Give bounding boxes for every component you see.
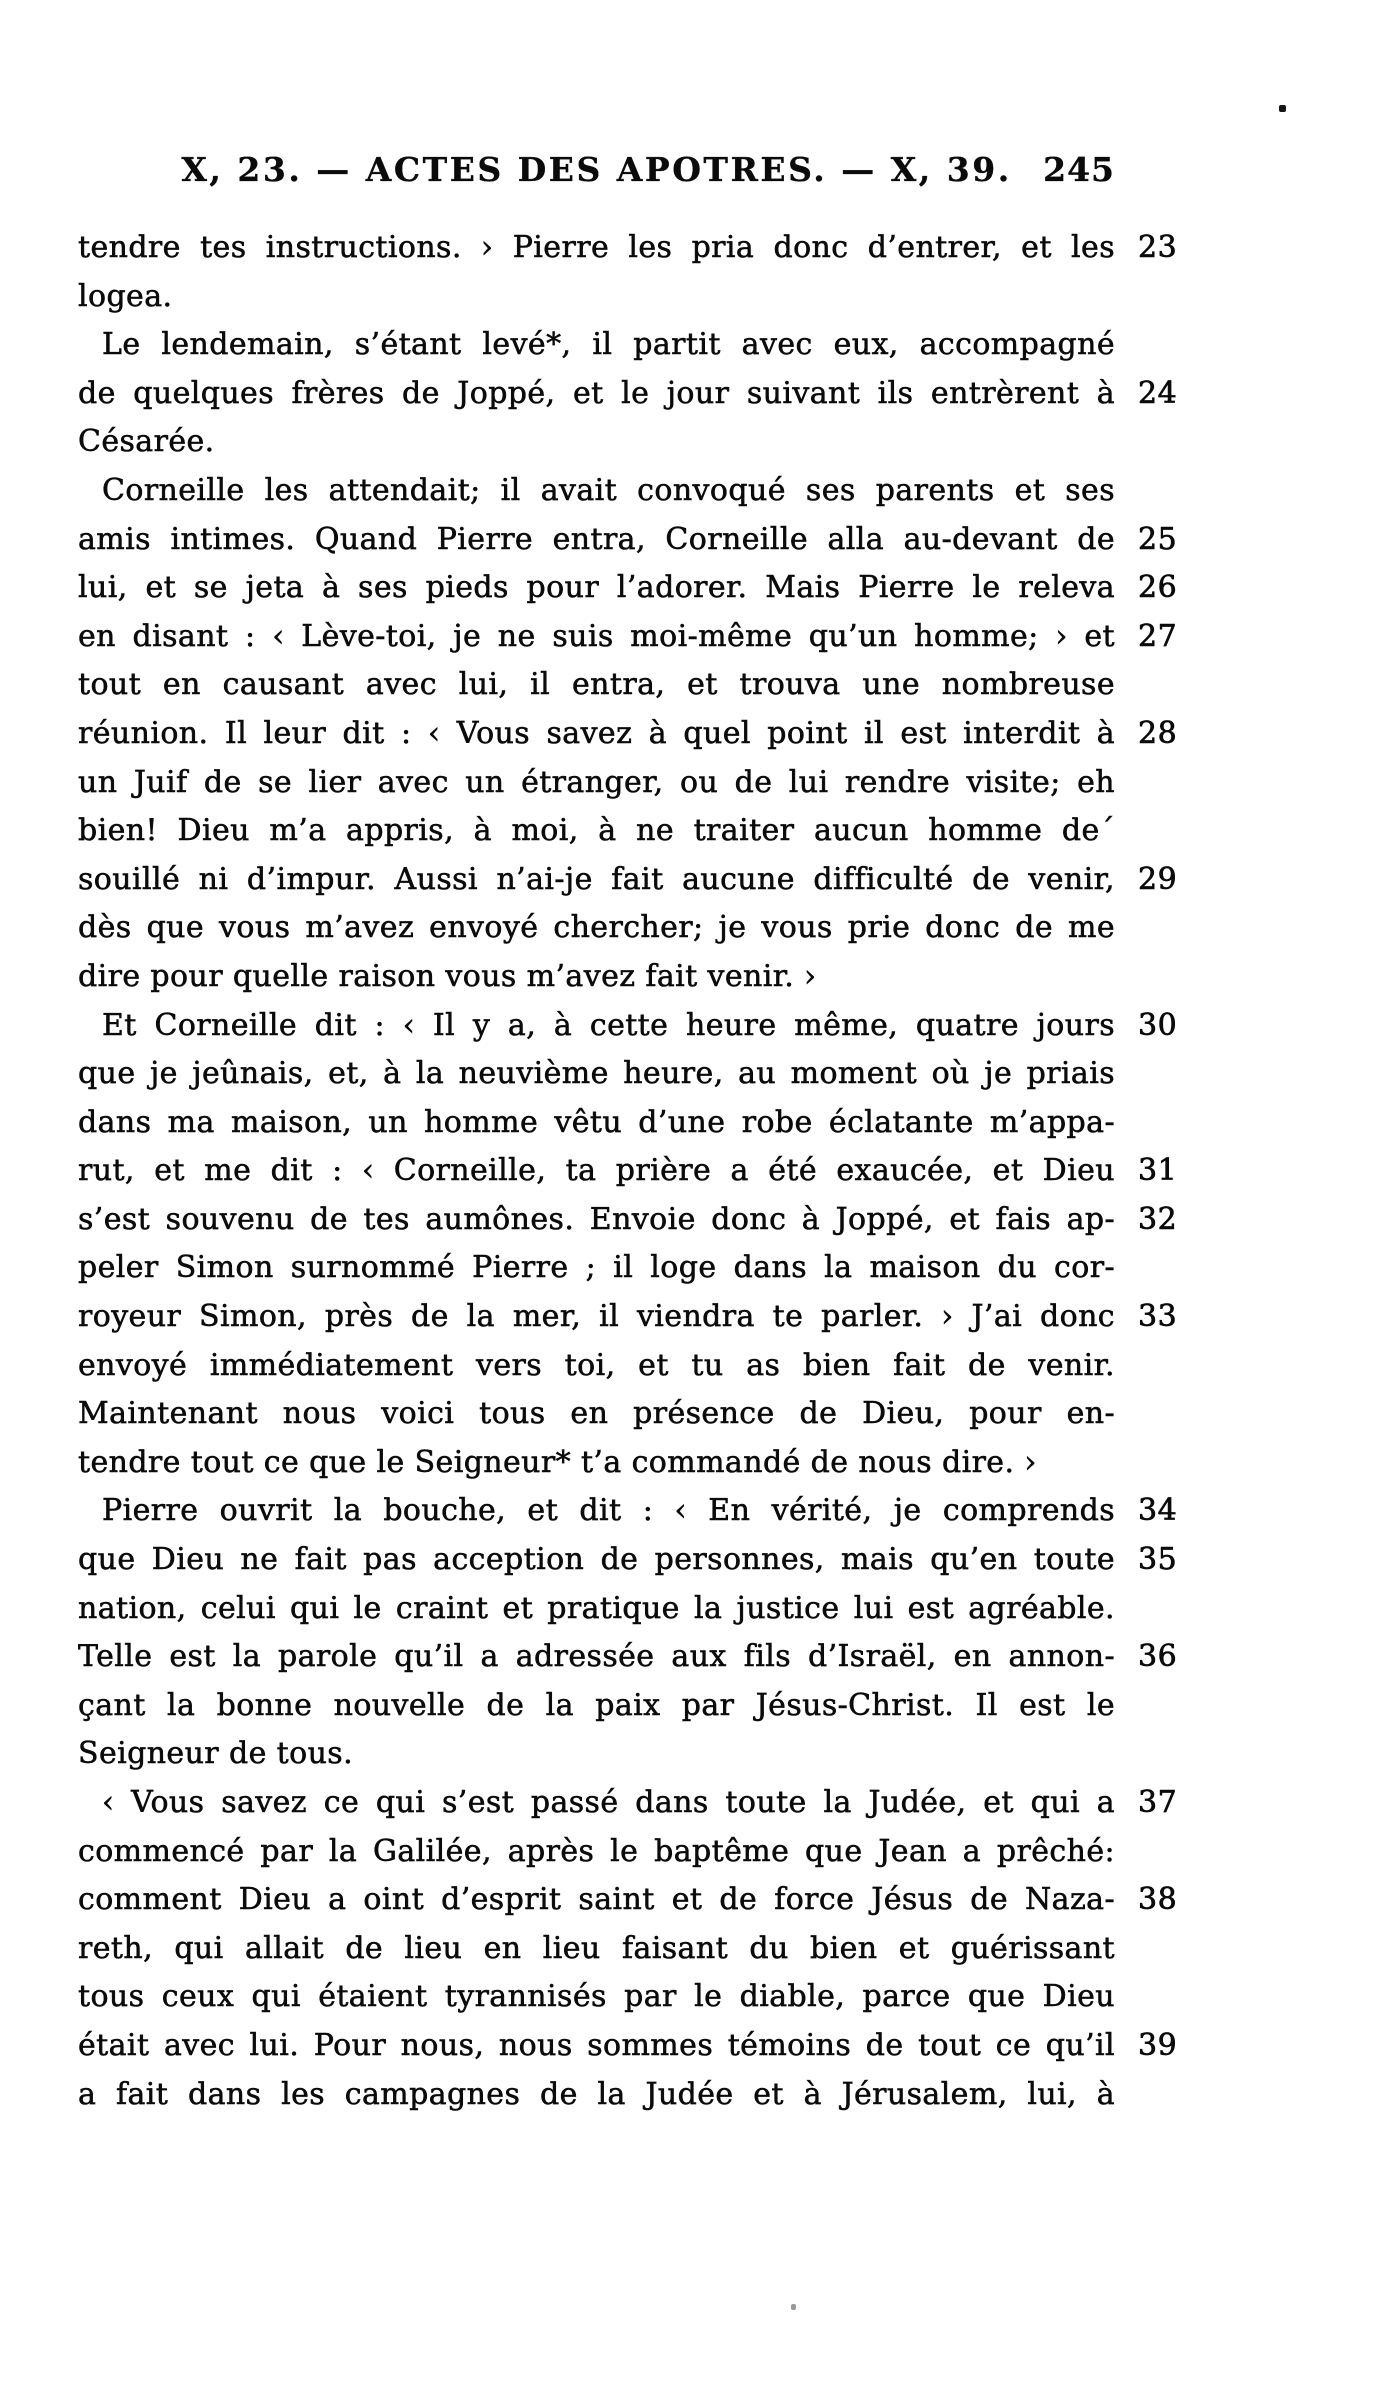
text-line — [78, 710, 1178, 759]
text-line — [78, 1002, 1178, 1051]
line-text: rut, et me dit : ‹ Corneille, ta prière a été exaucée, et Dieu — [78, 1153, 1115, 1189]
text-line — [78, 904, 1115, 953]
line-text: dire pour quelle raison vous m’avez fait venir. › — [78, 958, 817, 994]
line-text: a fait dans les campagnes de la Judée et à Jérusalem, lui, à — [78, 2076, 1115, 2112]
line-text: logea. — [78, 278, 173, 314]
line-text: tout en causant avec lui, il entra, et trouva une nombreuse — [78, 667, 1115, 703]
verse-number: 24 — [1138, 375, 1178, 411]
text-line — [78, 1536, 1178, 1585]
line-text: Corneille les attendait; il avait convoqué ses parents et ses — [102, 472, 1115, 508]
verse-number: 23 — [1138, 230, 1178, 265]
line-text: envoyé immédiatement vers toi, et tu as bien fait de venir. — [78, 1347, 1115, 1383]
page-header — [78, 150, 1115, 196]
verse-number: 36 — [1138, 1639, 1178, 1675]
text-line — [78, 1293, 1178, 1342]
text-line — [78, 1147, 1178, 1196]
line-text: reth, qui allait de lieu en lieu faisant du bien et guérissant — [78, 1930, 1115, 1966]
line-text: Pierre ouvrit la bouche, et dit : ‹ En vérité, je comprends — [102, 1493, 1115, 1529]
line-text: s’est souvenu de tes aumônes. Envoie donc à Joppé, et fais ap- — [78, 1201, 1115, 1237]
line-text: royeur Simon, près de la mer, il viendra te parler. › J’ai donc — [78, 1299, 1115, 1335]
page-number: 245 — [1043, 150, 1115, 189]
text-line — [78, 2022, 1178, 2071]
line-text: tendre tout ce que le Seigneur* t’a commandé de nous dire. › — [78, 1444, 1037, 1480]
text-line — [78, 953, 1115, 1002]
line-text: nation, celui qui le craint et pratique la justice lui est agréable. — [78, 1590, 1115, 1626]
line-text: peler Simon surnommé Pierre ; il loge dans la maison du cor- — [78, 1250, 1115, 1286]
line-text: tous ceux qui étaient tyrannisés par le diable, parce que Dieu — [78, 1979, 1115, 2015]
text-line — [78, 1876, 1178, 1925]
line-text: dans ma maison, un homme vêtu d’une robe éclatante m’appa- — [78, 1104, 1115, 1140]
running-title: X, 23. — ACTES DES APOTRES. — X, 39. — [181, 150, 1012, 189]
text-line — [78, 807, 1115, 856]
text-line — [78, 1973, 1115, 2022]
line-text: que Dieu ne fait pas acception de personnes, mais qu’en toute — [78, 1542, 1115, 1578]
text-line — [78, 370, 1178, 419]
verse-number: 26 — [1138, 570, 1178, 606]
text-line — [78, 613, 1178, 662]
line-text: que je jeûnais, et, à la neuvième heure, au moment où je priais — [78, 1056, 1115, 1092]
line-text: ‹ Vous savez ce qui s’est passé dans toute la Judée, et qui a — [102, 1785, 1115, 1820]
verse-number: 29 — [1138, 861, 1178, 897]
line-text: tendre tes instructions. › Pierre les pria donc d’entrer, et les — [78, 230, 1115, 265]
text-line — [78, 564, 1178, 613]
text-line — [78, 1682, 1115, 1731]
verse-number: 28 — [1138, 715, 1178, 751]
verse-number: 27 — [1138, 618, 1178, 654]
line-text: réunion. Il leur dit : ‹ Vous savez à quel point il est interdit à — [78, 715, 1115, 751]
line-text: en disant : ‹ Lève-toi, je ne suis moi-même qu’un homme; › et — [78, 618, 1115, 654]
verse-number: 31 — [1138, 1153, 1178, 1189]
line-text: Maintenant nous voici tous en présence de Dieu, pour en- — [78, 1396, 1115, 1432]
verse-number: 38 — [1138, 1882, 1178, 1918]
text-line — [78, 273, 1115, 322]
verse-number: 39 — [1138, 2027, 1178, 2063]
line-text: souillé ni d’impur. Aussi n’ai-je fait aucune difficulté de venir, — [78, 861, 1115, 897]
line-text: dès que vous m’avez envoyé chercher; je vous prie donc de me — [78, 910, 1115, 946]
text-line — [78, 1244, 1115, 1293]
line-text: amis intimes. Quand Pierre entra, Corneille alla au-devant de — [78, 521, 1115, 557]
text-line — [78, 1633, 1178, 1682]
text-line — [78, 1585, 1115, 1634]
text-line — [78, 759, 1115, 808]
text-line — [78, 1730, 1115, 1779]
verse-number: 37 — [1138, 1785, 1178, 1820]
line-text: lui, et se jeta à ses pieds pour l’adorer. Mais Pierre le releva — [78, 570, 1115, 606]
text-line — [78, 1196, 1178, 1245]
verse-number: 32 — [1138, 1201, 1178, 1237]
text-line — [78, 1342, 1115, 1391]
text-line — [78, 1439, 1115, 1488]
line-text: était avec lui. Pour nous, nous sommes témoins de tout ce qu’il — [78, 2027, 1115, 2063]
verse-number: 30 — [1138, 1007, 1178, 1043]
line-text: bien! Dieu m’a appris, à moi, à ne traiter aucun homme de´ — [78, 813, 1115, 849]
text-line — [78, 321, 1115, 370]
line-text: comment Dieu a oint d’esprit saint et de force Jésus de Naza- — [78, 1882, 1115, 1918]
line-text: Seigneur de tous. — [78, 1736, 354, 1772]
line-text: Telle est la parole qu’il a adressée aux fils d’Israël, en annon- — [78, 1639, 1115, 1675]
verse-number: 33 — [1138, 1299, 1178, 1335]
text-line — [78, 418, 1115, 467]
verse-number: 34 — [1138, 1493, 1178, 1529]
text-line — [78, 1487, 1178, 1536]
text-line — [78, 1390, 1115, 1439]
text-line — [78, 1828, 1115, 1877]
line-text: commencé par la Galilée, après le baptême que Jean a prêché: — [78, 1833, 1115, 1869]
text-line — [78, 467, 1115, 516]
ink-speck-bottom-center — [791, 2304, 796, 2310]
text-line — [78, 856, 1178, 905]
text-line — [78, 2071, 1115, 2120]
line-text: Césarée. — [78, 424, 215, 460]
text-line — [78, 1925, 1115, 1974]
text-line — [78, 1779, 1178, 1828]
line-text: un Juif de se lier avec un étranger, ou de lui rendre visite; eh — [78, 764, 1115, 800]
text-line — [78, 1099, 1115, 1148]
ink-speck-top-right — [1279, 105, 1286, 112]
text-block — [78, 224, 1178, 2119]
verse-number: 35 — [1138, 1542, 1178, 1578]
line-text: Et Corneille dit : ‹ Il y a, à cette heure même, quatre jours — [102, 1007, 1115, 1043]
text-line — [78, 224, 1178, 273]
text-line — [78, 516, 1178, 565]
verse-number: 25 — [1138, 521, 1178, 557]
line-text: çant la bonne nouvelle de la paix par Jésus-Christ. Il est le — [78, 1687, 1115, 1723]
line-text: Le lendemain, s’étant levé*, il partit avec eux, accompagné — [102, 327, 1115, 363]
text-line — [78, 1050, 1115, 1099]
text-line — [78, 661, 1115, 710]
line-text: de quelques frères de Joppé, et le jour suivant ils entrèrent à — [78, 375, 1115, 411]
